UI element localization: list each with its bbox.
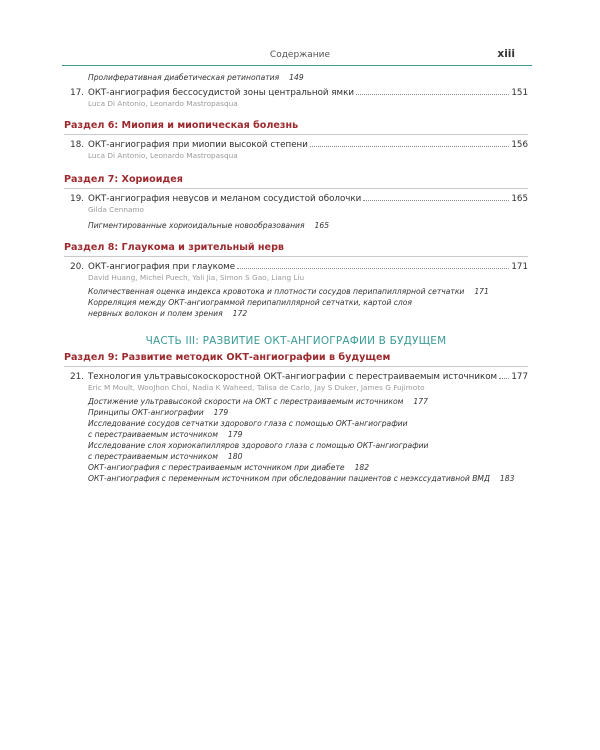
chapter-number: 21. [70,372,84,382]
subentry-title-continued: с перестраиваемым источником [88,452,218,461]
toc-chapter-20[interactable] [64,260,528,273]
chapter-page: 165 [511,194,528,204]
toc-chapter-17[interactable] [64,86,528,99]
section-heading-7[interactable]: Раздел 7: Хориоидея [64,174,183,185]
subentry-title: Корреляция между ОКТ-ангиограммой перипапиллярной сетчатки, картой слоя [88,298,412,307]
chapter-title: ОКТ-ангиография бессосудистой зоны центральной ямки [88,88,354,98]
part-title[interactable]: ЧАСТЬ III: РАЗВИТИЕ ОКТ-АНГИОГРАФИИ В БУДУЩЕМ [145,335,447,347]
subentry-page: 180 [227,452,243,461]
chapter-title: ОКТ-ангиография при глаукоме [88,262,236,272]
toc-subentry[interactable] [64,440,528,462]
chapter-number: 18. [70,140,84,150]
toc-chapter-19[interactable] [64,192,528,205]
dot-leader [356,86,509,95]
subentry-page: 165 [314,221,330,230]
dot-leader [237,260,509,269]
toc-subentry[interactable] [64,220,528,231]
chapter-authors: Luca Di Antonio, Leonardo Mastropasqua [88,99,238,108]
toc-chapter-18[interactable] [64,138,528,151]
section-rule [64,366,528,367]
toc-subentry[interactable] [64,286,528,297]
chapter-page: 151 [511,88,528,98]
dot-leader [499,370,509,379]
toc-subentry[interactable] [64,297,528,319]
chapter-authors: Luca Di Antonio, Leonardo Mastropasqua [88,151,238,160]
section-heading-6[interactable]: Раздел 6: Миопия и миопическая болезнь [64,120,299,131]
subentry-title-continued: нервных волокон и полем зрения [88,309,223,318]
toc-subentry[interactable] [64,462,528,473]
toc-subentry[interactable] [64,418,528,440]
chapter-title: Технология ультравысокоскоростной ОКТ-ангиографии с перестраиваемым источником [88,372,498,382]
chapter-title: ОКТ-ангиография невусов и меланом сосудистой оболочки [88,194,362,204]
subentry-page: 183 [499,474,515,483]
chapter-number: 20. [70,262,84,272]
toc-subentry[interactable] [64,473,528,484]
subentry-title-continued: с перестраиваемым источником [88,430,218,439]
subentry-title: Пролиферативная диабетическая ретинопатия [88,73,280,82]
subentry-title: Принципы ОКТ-ангиографии [88,408,204,417]
subentry-title: ОКТ-ангиография с перестраиваемым источником при диабете [88,463,345,472]
subentry-page: 172 [232,309,248,318]
chapter-authors: Gilda Cennamo [88,205,145,214]
chapter-authors: Eric M Moult, WooJhon Choi, Nadia K Waheed, Talisa de Carlo, Jay S Duker, James G Fujimoto [88,383,425,392]
toc-subentry[interactable] [64,407,528,418]
subentry-page: 182 [354,463,370,472]
chapter-page: 171 [511,262,528,272]
section-heading-8[interactable]: Раздел 8: Глаукома и зрительный нерв [64,242,285,253]
chapter-number: 19. [70,194,84,204]
chapter-page: 156 [511,140,528,150]
toc-content [64,72,528,484]
section-rule [64,188,528,189]
toc-subentry[interactable] [64,72,528,83]
subentry-title: ОКТ-ангиография с переменным источником при обследовании пациентов с неэкссудативной ВМД [88,474,490,483]
subentry-page: 179 [227,430,243,439]
dot-leader [363,192,509,201]
subentry-title: Исследование слоя хориокапилляров здорового глаза с помощью ОКТ-ангиографии [88,441,429,450]
header-rule [62,65,532,66]
chapter-number: 17. [70,88,84,98]
toc-chapter-21[interactable] [64,370,528,383]
subentry-title: Достижение ультравысокой скорости на ОКТ с перестраиваемым источником [88,397,404,406]
subentry-list [64,396,528,484]
subentry-page: 149 [289,73,304,82]
chapter-page: 177 [511,372,528,382]
subentry-title: Пигментированные хориоидальные новообразования [88,221,305,230]
toc-subentry[interactable] [64,396,528,407]
section-rule [64,134,528,135]
dot-leader [310,138,510,147]
page-number: xiii [497,48,515,60]
chapter-authors: David Huang, Michel Puech, Yali Jia, Simon S Gao, Liang Liu [88,273,305,282]
subentry-page: 179 [213,408,229,417]
subentry-title: Исследование сосудов сетчатки здорового глаза с помощью ОКТ-ангиографии [88,419,408,428]
running-title: Содержание [269,50,331,60]
subentry-page: 171 [474,287,489,296]
subentry-title: Количественная оценка индекса кровотока и плотности сосудов перипапиллярной сетчатки [88,287,465,296]
section-rule [64,256,528,257]
section-heading-9[interactable]: Раздел 9: Развитие методик ОКТ-ангиографии в будущем [64,352,391,363]
chapter-title: ОКТ-ангиография при миопии высокой степени [88,140,308,150]
subentry-page: 177 [413,397,428,406]
